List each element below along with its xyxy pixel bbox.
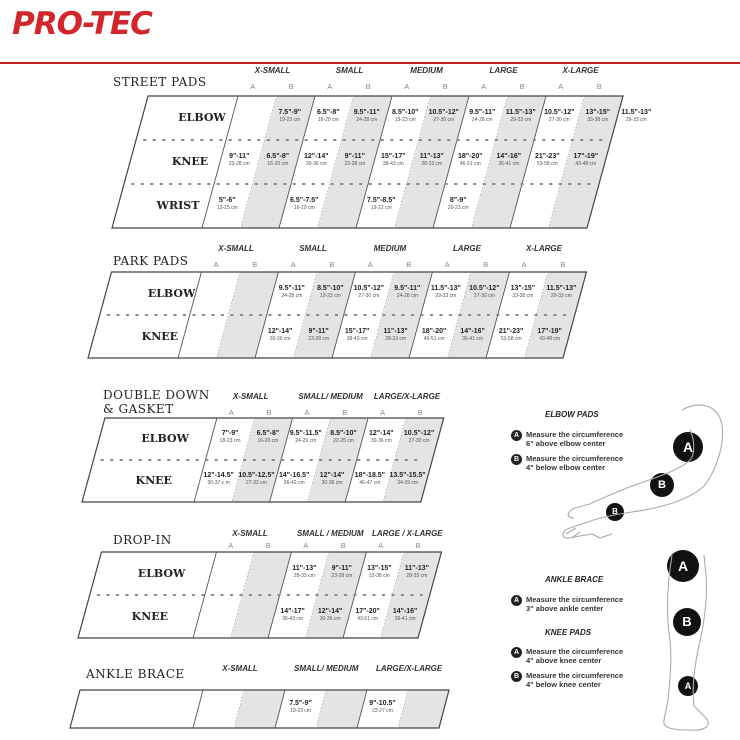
dd-col-a-label: A [304,408,310,417]
measurement-cm: 23-28 cm [308,335,330,342]
park-col-a-label: A [444,260,450,269]
park-col-a-label: A [367,260,373,269]
measurement-cm: 30-36 cm [321,480,343,486]
dd-row-label: ELBOW [141,432,189,445]
measurement-cm: 27-30 cm [433,117,455,123]
measurement-inches: 11"-13" [383,327,408,335]
measurement-inches: 21"-23" [498,327,524,335]
measurement-inches: 13.5"-15.5" [389,472,426,479]
measurement-inches: 5"-6" [218,197,236,204]
measurement-inches: 9"-11" [331,564,352,572]
dd-col-a-label: A [380,408,386,417]
park-col-b-label: B [329,260,335,269]
street-size-cell [560,153,612,167]
park-col-a-label: A [521,260,527,269]
ankle-col-divider [193,690,203,728]
measurement-cm: 33-38 cm [512,292,534,299]
measurement-cm: 36-41 cm [498,161,520,167]
measurement-inches: 9.5"-11" [394,284,421,292]
dropin-size-header: X-SMALL [232,529,268,538]
park-col-a-label: A [213,260,219,269]
park-col-a-label: A [290,260,296,269]
dd-col-b-label: B [342,408,348,417]
measurement-inches: 10.5"-12" [544,109,575,116]
street-size-cell [610,109,662,123]
measurement-inches: 14"-17" [280,607,305,615]
measurement-cm: 46-47 cm [359,480,381,486]
ankle-size-header: LARGE/X-LARGE [375,664,443,673]
body-measurement-diagram [555,395,740,740]
measurement-inches: 7"-9" [221,430,239,437]
dd-size-header: X-SMALL [232,392,269,401]
measurement-inches: 11.5"-13" [430,284,461,292]
measurement-cm: 16-20 cm [267,161,289,167]
measurement-cm: 38-43 cm [346,335,368,342]
marker-a-icon: A [673,432,703,462]
street-col-b-label: B [519,82,525,91]
measurement-inches: 7.5"-9" [289,700,312,707]
measurement-cm: 13-15 cm [216,205,238,211]
measurement-cm: 34-39 cm [397,480,419,486]
measurement-inches: 8.5"-10" [330,430,357,437]
measurement-inches: 12"-14" [267,327,293,335]
measurement-inches: 10.5"-12" [428,109,459,116]
measurement-inches: 9"-11" [344,153,365,160]
measurement-inches: 11"-13" [419,153,444,160]
dropin-title: DROP-IN [113,533,172,547]
dropin-col-b-label: B [265,541,271,550]
park-size-header: X-LARGE [525,244,562,253]
street-size-cell [355,197,407,211]
measurement-cm: 30-37 c m [207,480,230,486]
measurement-inches: 17"-19" [573,153,599,160]
measurement-cm: 43-48 cm [575,161,597,167]
measurement-cm: 53-58 cm [500,335,522,342]
measurement-cm: 30-36 cm [319,615,341,622]
park-col-b-label: B [406,260,412,269]
measurement-inches: 9"-11" [308,327,329,335]
measurement-cm: 29-33 cm [625,117,647,123]
measurement-inches: 12"-14" [317,607,343,615]
measurement-inches: 14"-16" [460,327,485,335]
dd-col-a-label: A [228,408,234,417]
dd-title: & GASKET [103,402,174,416]
instruction-text: Measure the circumference 4" below knee center [526,671,624,689]
measurement-cm: 38-43 cm [382,161,404,167]
instruction-text: Measure the circumference 4" above knee center [526,647,624,665]
pro-tec-logo: PRO-TEC [12,6,152,42]
measurement-inches: 14"-16.5" [279,472,310,479]
measurement-cm: 33-38 cm [368,572,390,579]
street-col-b-label: B [596,82,602,91]
measurement-cm: 43-48 cm [539,335,561,342]
measurement-cm: 23-28 cm [331,572,353,579]
measurement-inches: 9.5"-11" [278,284,305,292]
dropin-row-label: ELBOW [137,566,186,580]
marker-b-icon: B [673,608,701,636]
measurement-inches: 10.5"-12" [403,430,435,437]
measurement-inches: 9"-11" [229,153,250,160]
measurement-cm: 24-28 cm [396,292,418,299]
measurement-cm: 53-58 cm [536,161,558,167]
measurement-inches: 9.5"-11.5" [289,430,322,437]
measurement-inches: 7.5"-8.5" [367,197,396,204]
measurement-cm: 27-32 cm [246,480,267,486]
measurement-inches: 6.5"-8" [316,109,340,116]
measurement-inches: 10.5"-12" [353,284,385,292]
measurement-cm: 22-25 cm [333,438,354,444]
park-title: PARK PADS [113,254,189,268]
street-size-header: X-SMALL [254,66,291,75]
measurement-cm: 46-51 cm [459,161,481,167]
park-size-cell [535,285,587,299]
park-col-b-label: B [560,260,566,269]
measurement-inches: 17"-19" [537,327,562,335]
park-col-divider [178,272,201,358]
street-col-a-label: A [558,82,564,91]
measurement-cm: 16-20 cm [257,438,279,444]
instruction-text: Measure the circumference 3" above ankle center [526,595,624,613]
measurement-inches: 10.5"-12" [469,284,500,292]
ankle-size-cell [274,700,326,714]
measurement-inches: 8.5"-10" [392,109,419,116]
measurement-inches: 18"-20" [421,327,447,335]
measurement-cm: 19-23 cm [279,117,301,123]
measurement-cm: 19-22 cm [370,205,392,211]
street-col-b-label: B [442,82,448,91]
park-row-label: KNEE [141,329,179,343]
measurement-inches: 12"-14" [369,430,394,437]
marker-a-icon: A [511,647,522,658]
park-row-label: ELBOW [147,286,196,300]
dd-size-header: LARGE/X-LARGE [373,392,441,401]
street-col-b-label: B [288,82,294,91]
measurement-inches: 17"-20" [355,607,380,615]
ankle-title: ANKLE BRACE [86,667,185,681]
measurement-inches: 7.5"-9" [278,109,302,116]
measurement-cm: 20-23 cm [447,205,469,211]
dropin-col-b-label: B [415,541,421,550]
measurement-cm: 36-41 cm [462,335,484,342]
measurement-inches: 13"-15" [367,564,392,572]
measurement-inches: 18"-18.5" [354,472,386,479]
street-col-a-label: A [250,82,256,91]
measurement-inches: 6.5"-8" [266,153,290,160]
street-col-a-label: A [327,82,333,91]
dropin-col-a-label: A [303,541,309,550]
measurement-inches: 9.5"-11" [353,109,380,116]
ankle-size-header: X-SMALL [222,664,258,673]
dd-size-cell [393,430,445,444]
measurement-cm: 16-19 cm [293,205,315,211]
measurement-cm: 24-29 cm [295,438,317,444]
dropin-size-header: SMALL / MEDIUM [296,529,364,538]
measurement-cm: 19-23 cm [319,292,341,299]
marker-b-icon: B [650,473,674,497]
dd-size-header: SMALL/ MEDIUM [298,392,363,401]
measurement-cm: 30-36 cm [305,161,327,167]
measurement-inches: 13"-15" [510,284,536,292]
measurement-cm: 18-23 cm [219,438,241,444]
measurement-inches: 18"-20" [457,153,483,160]
measurement-inches: 11"-13" [404,564,429,572]
measurement-cm: 29-33 cm [550,292,572,299]
measurement-cm: 16-20 cm [317,117,339,123]
measurement-inches: 11.5"-13" [546,284,577,292]
elbow-pads-guide-title: ELBOW PADS [545,410,599,419]
measurement-inches: 11"-13" [292,564,317,572]
dd-row-label: KNEE [135,474,172,487]
instruction-text: Measure the circumference 6" above elbow center [526,430,624,448]
measurement-inches: 14"-16" [392,607,418,615]
measurement-inches: 6.5"-8" [256,430,280,437]
dropin-col-a-label: A [228,541,234,550]
street-col-b-label: B [365,82,371,91]
dd-size-cell [382,472,434,486]
measurement-inches: 6.5"-7.5" [290,197,319,204]
measurement-cm: 23-27 cm [372,708,393,714]
measurement-cm: 43-51 cm [357,615,379,622]
marker-b-icon: B [511,454,522,465]
marker-a-icon: A [511,430,522,441]
dd-title: DOUBLE DOWN [103,388,210,402]
dropin-size-header: LARGE / X-LARGE [371,529,443,538]
marker-a-icon: A [678,676,698,696]
street-row-label: KNEE [171,155,209,168]
measurement-inches: 12"-14" [303,153,329,160]
ankle-size-cell [356,700,408,714]
street-size-header: MEDIUM [410,66,443,75]
measurement-cm: 36-41 cm [394,615,416,622]
park-col-b-label: B [483,260,489,269]
measurement-cm: 19-23 cm [394,117,416,123]
measurement-inches: 21"-23" [534,153,560,160]
measurement-cm: 30-36 cm [269,335,291,342]
measurement-inches: 9"-10.5" [369,700,396,707]
measurement-cm: 27-30 cm [548,117,570,123]
street-size-cell [432,197,484,211]
marker-b-icon: B [606,503,624,521]
marker-a-icon: A [511,595,522,606]
knee-pads-guide-title: KNEE PADS [545,628,592,637]
measurement-cm: 23-28 cm [228,161,250,167]
dropin-col-b-label: B [340,541,346,550]
measurement-cm: 23-28 cm [344,161,366,167]
measurement-cm: 19-23 cm [290,708,311,714]
measurement-inches: 15"-17" [380,153,406,160]
street-col-a-label: A [481,82,487,91]
measurement-cm: 36-43 cm [282,615,304,622]
park-col-b-label: B [252,260,258,269]
measurement-cm: 29-33 cm [435,292,457,299]
park-size-header: X-SMALL [218,244,254,253]
dropin-size-cell [379,608,431,622]
street-row-label: ELBOW [178,111,226,124]
dropin-row-label: KNEE [131,609,169,623]
measurement-cm: 27-30 cm [473,292,495,299]
measurement-cm: 24-28 cm [471,117,493,123]
street-row-label: WRIST [156,199,200,212]
measurement-cm: 27-30 cm [408,438,430,444]
measurement-cm: 28-33 cm [293,572,315,579]
measurement-inches: 11.5"-13" [505,109,536,116]
park-size-header: SMALL [299,244,327,253]
street-title: STREET PADS [113,75,207,89]
street-size-header: LARGE [489,66,518,75]
instruction-text: Measure the circumference 4" below elbow center [526,454,624,472]
measurement-cm: 24-28 cm [356,117,378,123]
measurement-cm: 28-33 cm [385,335,407,342]
marker-b-icon: B [511,671,522,682]
street-size-header: X-LARGE [562,66,599,75]
dd-col-b-label: B [417,408,423,417]
measurement-inches: 9.5"-11" [469,109,496,116]
measurement-inches: 11.5"-13" [621,109,652,116]
measurement-inches: 8"-9" [449,197,467,204]
measurement-inches: 12"-14" [319,472,345,479]
street-size-header: SMALL [335,66,364,75]
street-col-a-label: A [404,82,410,91]
measurement-cm: 30-36 cm [370,438,392,444]
measurement-cm: 36-42 cm [283,480,305,486]
measurement-cm: 27-30 cm [358,292,380,299]
dd-col-b-label: B [266,408,272,417]
measurement-cm: 29-33 cm [510,117,532,123]
measurement-cm: 28-33 cm [406,572,428,579]
dropin-size-cell [391,565,443,579]
street-size-cell [201,197,253,211]
measurement-inches: 14"-16" [496,153,522,160]
measurement-inches: 8.5"-10" [317,284,344,292]
ankle-brace-guide-title: ANKLE BRACE [545,575,604,584]
measurement-inches: 10.5"-12.5" [238,472,275,479]
park-size-header: LARGE [452,244,481,253]
park-size-cell [524,328,576,342]
dropin-col-a-label: A [378,541,384,550]
measurement-inches: 13"-15" [585,109,611,116]
ankle-size-header: SMALL/ MEDIUM [293,664,359,673]
park-size-header: MEDIUM [373,244,407,253]
measurement-inches: 15"-17" [344,327,370,335]
marker-a-icon: A [667,550,699,582]
measurement-cm: 33-38 cm [587,117,609,123]
measurement-cm: 28-33 cm [421,161,443,167]
measurement-inches: 12"-14.5" [203,472,234,479]
measurement-cm: 24-28 cm [281,292,303,299]
measurement-cm: 46-51 cm [423,335,445,342]
street-size-cell [278,197,330,211]
